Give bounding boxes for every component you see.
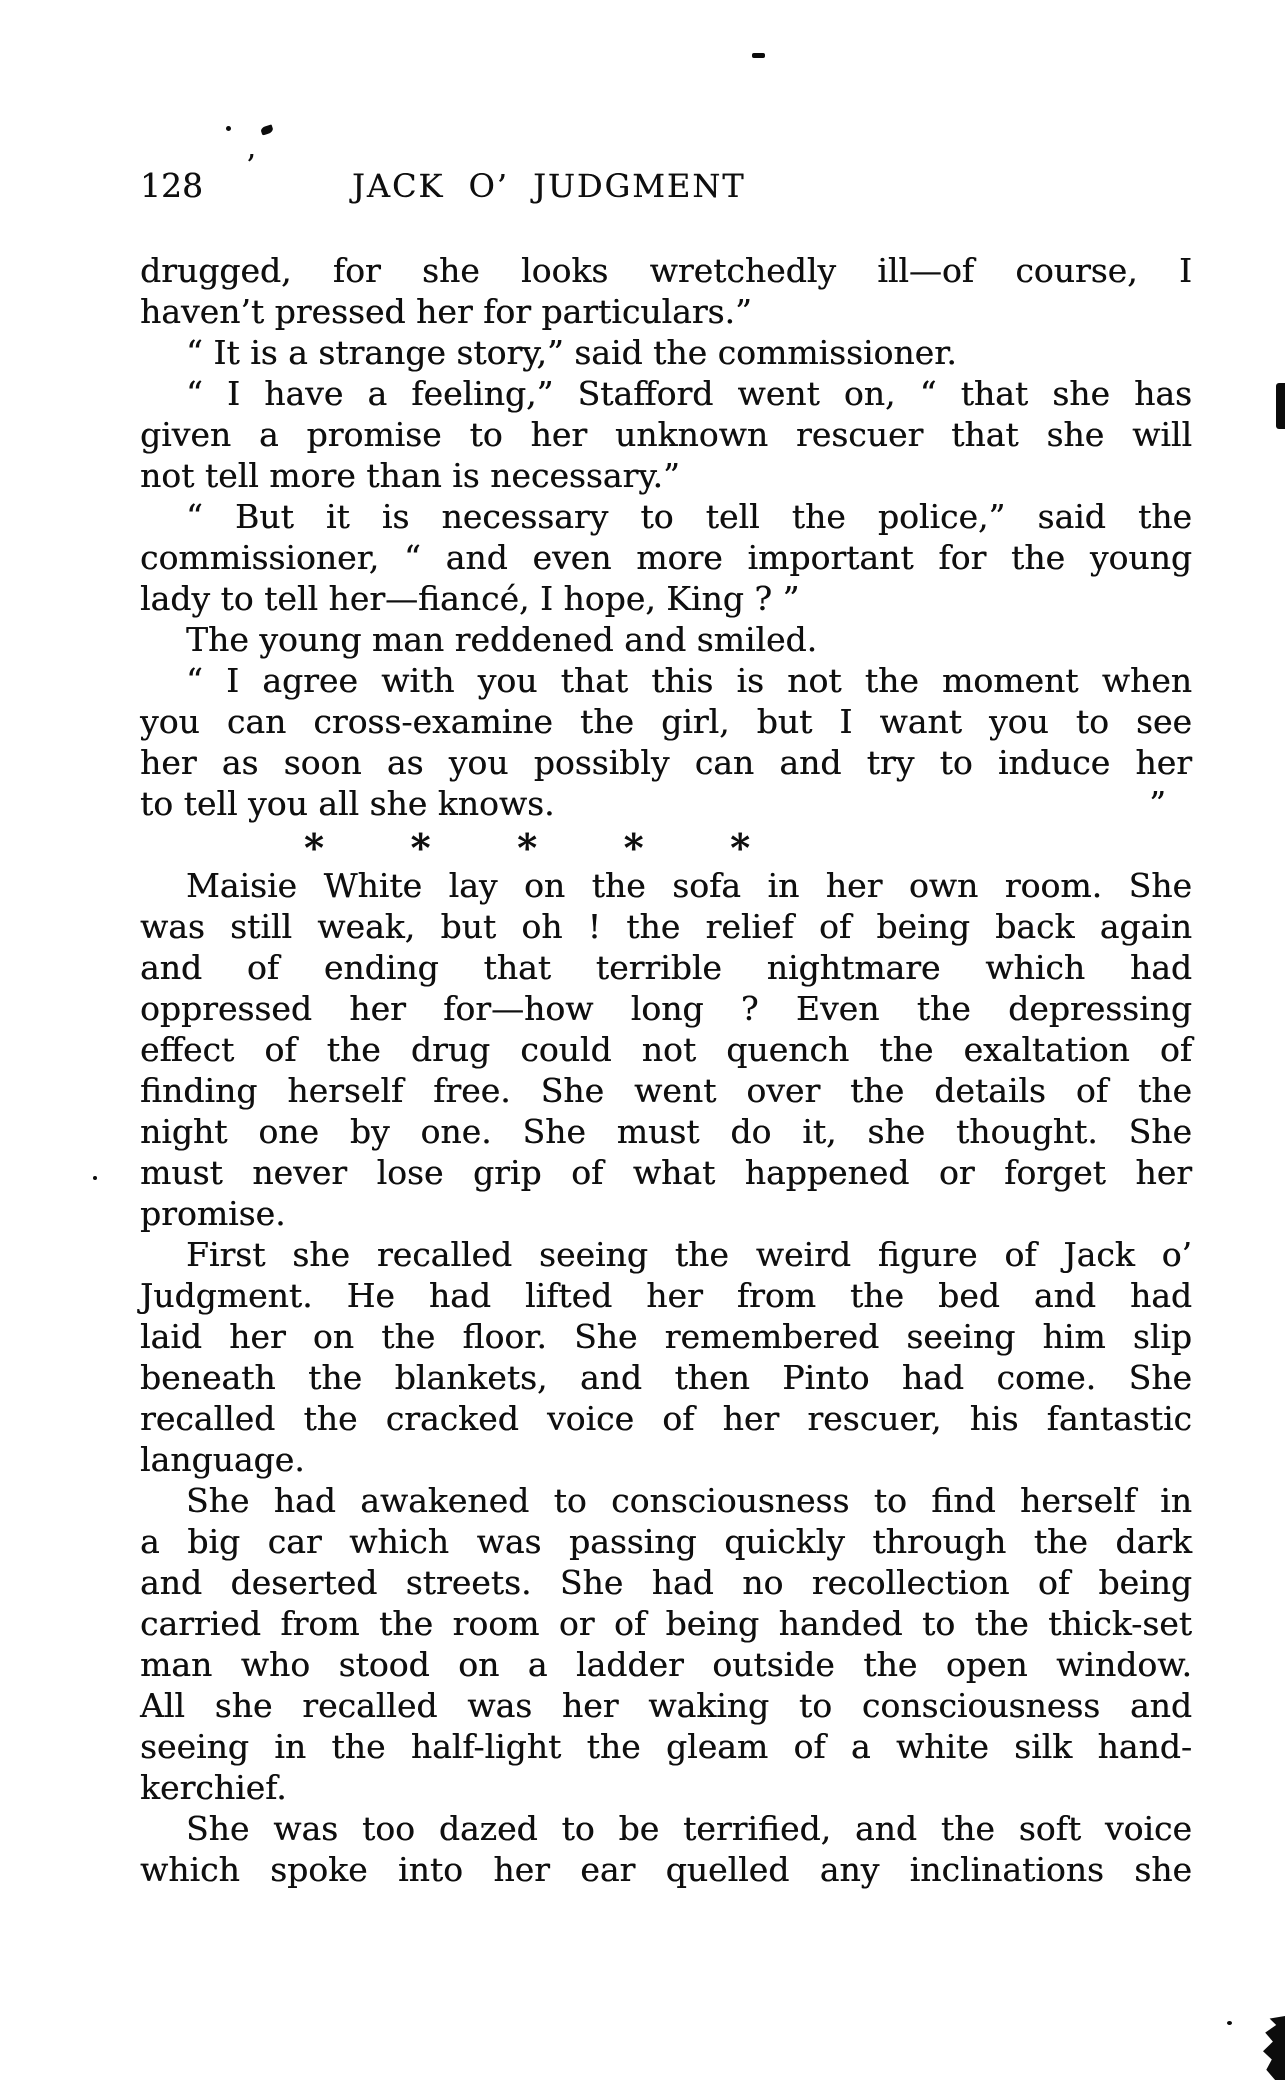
text-line: drugged, for she looks wretchedly ill—of course, I <box>140 251 1192 290</box>
text-line: beneath the blankets, and then Pinto had come. She <box>140 1358 1192 1397</box>
text-line-right-quote: ” <box>1149 784 1166 823</box>
text-line: Judgment. He had lifted her from the bed and had <box>140 1276 1192 1315</box>
text-line: All she recalled was her waking to consciousness and <box>140 1686 1192 1725</box>
text-line-left: to tell you all she knows. <box>140 784 555 823</box>
text-line: Maisie White lay on the sofa in her own room. She <box>186 866 1192 905</box>
text-line: which spoke into her ear quelled any inclinations she <box>140 1850 1192 1889</box>
text-line: not tell more than is necessary.” <box>140 456 680 495</box>
text-line: kerchief. <box>140 1768 287 1807</box>
text-column <box>140 250 1192 1890</box>
page-edge-blob <box>1263 2016 1285 2080</box>
text-line: “ I have a feeling,” Stafford went on, “ that she has <box>186 374 1192 413</box>
text-line: and deserted streets. She had no recollection of being <box>140 1563 1192 1602</box>
text-line: lady to tell her—fiancé, I hope, King ? ” <box>140 579 800 618</box>
text-line: laid her on the floor. She remembered seeing him slip <box>140 1317 1192 1356</box>
text-line: you can cross-examine the girl, but I want you to see <box>140 702 1192 741</box>
text-line: night one by one. She must do it, she thought. She <box>140 1112 1192 1151</box>
section-break-asterisks <box>304 824 750 870</box>
text-line: language. <box>140 1440 305 1479</box>
page-number: 128 <box>140 166 203 205</box>
page-title: JACK O’ JUDGMENT <box>352 167 746 205</box>
text-line: her as soon as you possibly can and try to induce her <box>140 743 1192 782</box>
text-line: effect of the drug could not quench the exaltation of <box>140 1030 1192 1069</box>
ink-speck <box>752 53 765 58</box>
text-line: commissioner, “ and even more important for the young <box>140 538 1192 577</box>
asterisk: * <box>410 825 431 870</box>
text-line: a big car which was passing quickly through the dark <box>140 1522 1192 1561</box>
text-line: The young man reddened and smiled. <box>186 620 818 659</box>
text-line: seeing in the half-light the gleam of a white silk hand- <box>140 1727 1192 1766</box>
text-line: “ It is a strange story,” said the commissioner. <box>186 333 957 372</box>
text-line: She was too dazed to be terrified, and the soft voice <box>186 1809 1192 1848</box>
text-line: man who stood on a ladder outside the open window. <box>140 1645 1192 1684</box>
ink-speck <box>1227 2021 1232 2025</box>
text-line: was still weak, but oh ! the relief of being back again <box>140 907 1192 946</box>
asterisk: * <box>623 825 644 870</box>
text-line: given a promise to her unknown rescuer that she will <box>140 415 1192 454</box>
ink-speck <box>260 124 274 135</box>
text-line: “ I agree with you that this is not the moment when <box>186 661 1192 700</box>
text-line: First she recalled seeing the weird figure of Jack o’ <box>186 1235 1192 1274</box>
text-line: “ But it is necessary to tell the police,” said the <box>186 497 1192 536</box>
ink-speck-apostrophe: ’ <box>246 149 256 184</box>
text-line: She had awakened to consciousness to find herself in <box>186 1481 1192 1520</box>
text-line: finding herself free. She went over the details of the <box>140 1071 1192 1110</box>
asterisk: * <box>517 825 537 870</box>
asterisk: * <box>304 825 324 870</box>
ink-speck <box>93 1176 97 1180</box>
text-line: must never lose grip of what happened or forget her <box>140 1153 1192 1192</box>
text-line: recalled the cracked voice of her rescuer, his fantastic <box>140 1399 1192 1438</box>
text-line: promise. <box>140 1194 286 1233</box>
page-edge-mark <box>1276 383 1285 429</box>
asterisk: * <box>730 825 750 870</box>
text-line: and of ending that terrible nightmare which had <box>140 948 1192 987</box>
ink-speck <box>226 126 231 131</box>
text-line: carried from the room or of being handed to the thick-set <box>140 1604 1192 1643</box>
text-line: oppressed her for—how long ? Even the depressing <box>140 989 1192 1028</box>
text-line: haven’t pressed her for particulars.” <box>140 292 752 331</box>
text-line <box>140 783 1192 824</box>
